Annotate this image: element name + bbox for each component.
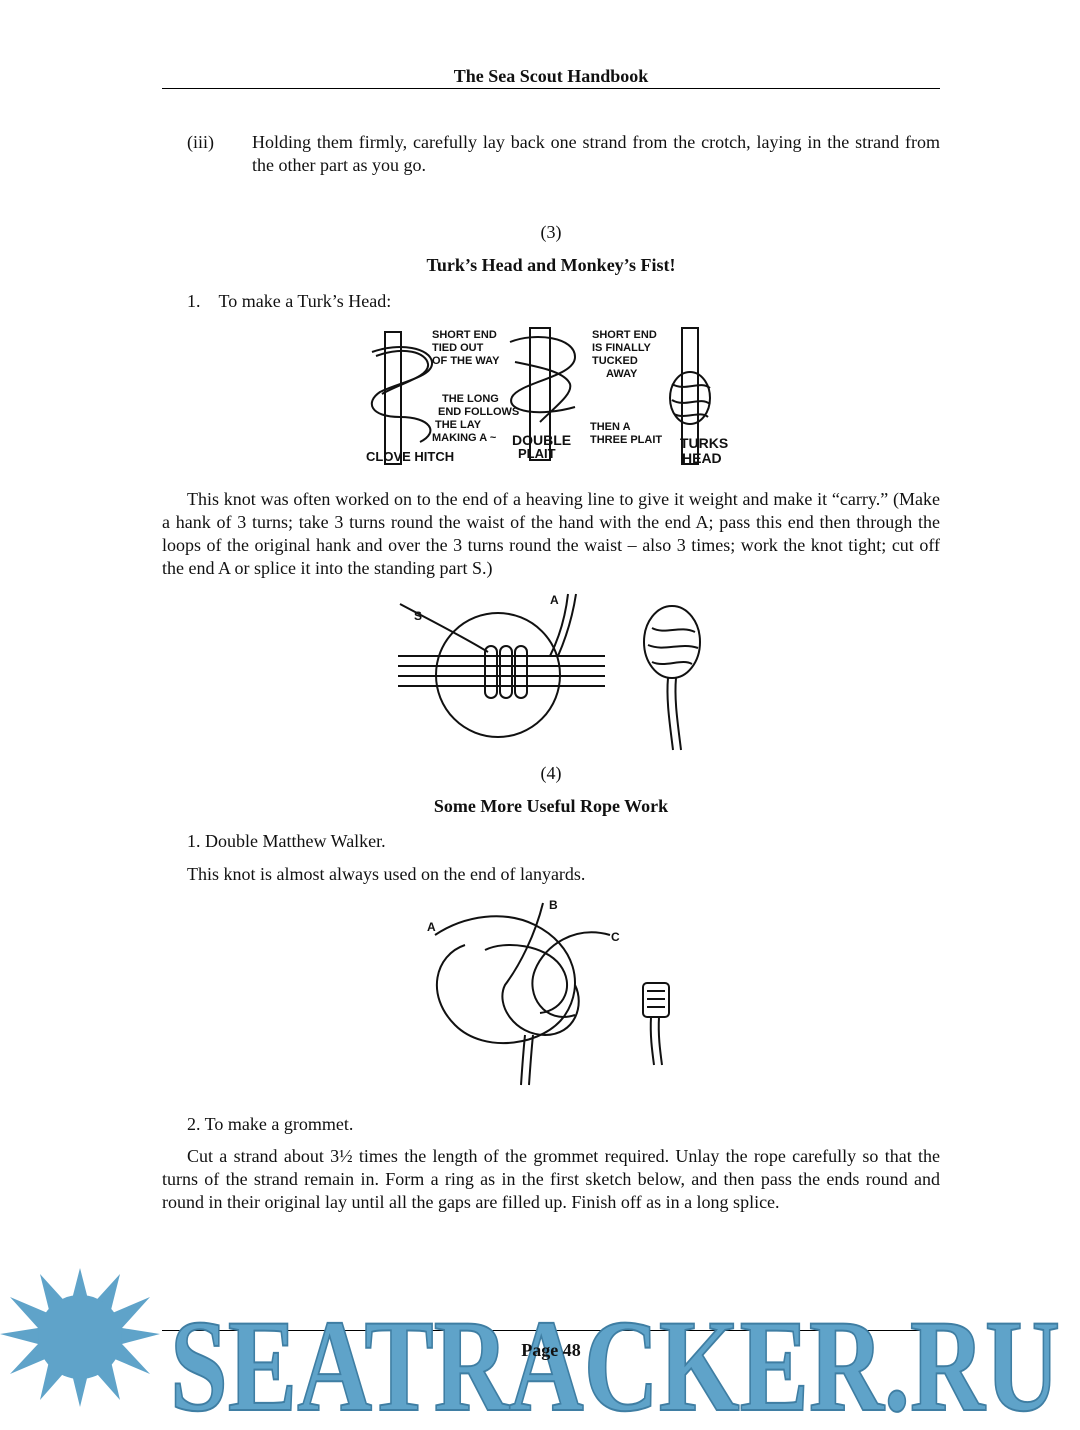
svg-text:MAKING A ~: MAKING A ~ — [432, 432, 497, 444]
watermark-text: SEATRACKER.RU — [170, 1292, 1060, 1425]
label-c: C — [611, 930, 620, 944]
item-description: This knot is almost always used on the end of lanyards. — [187, 864, 586, 884]
page-number: Page 48 — [521, 1340, 581, 1360]
rope-double-plait — [510, 337, 575, 412]
list-marker: (iii) — [187, 132, 214, 152]
monkeys-fist-figure — [390, 590, 720, 762]
section-number: (4) — [540, 763, 562, 783]
turks-head-paragraph: This knot was often worked on to the end of a heaving line to give it weight and make it “carry.” (Make a hank of 3 turns; take 3 turns round the waist of the hand with the end A; pass this end then through the loops of the original hank and over the 3 turns round the waist – also 3 times; work the knot tight; cut off the end A or splice it into the standing part S.) — [162, 489, 940, 578]
svg-text:TUCKED: TUCKED — [592, 355, 638, 367]
svg-text:TIED OUT: TIED OUT — [432, 342, 484, 354]
svg-text:IS FINALLY: IS FINALLY — [592, 342, 651, 354]
rope-end — [667, 678, 681, 750]
label-short-end-tucked: SHORT END — [592, 329, 657, 341]
svg-text:THE LAY: THE LAY — [435, 419, 482, 431]
label-s: S — [414, 609, 423, 623]
label-double-plait: DOUBLE — [512, 432, 572, 448]
rope-standing — [521, 1035, 533, 1085]
grommet-paragraph: Cut a strand about 3½ times the length of the grommet required. Unlay the rope carefully so that the turns of the strand remain in. Form a ring as in the first sketch below, and then pass the ends round and round in their original lay until all the gaps are filled up. Finish off as in a long splice. — [162, 1146, 940, 1212]
label-long-end: THE LONG — [442, 393, 499, 405]
svg-text:AWAY: AWAY — [606, 368, 638, 380]
label-short-end-tied: SHORT END — [432, 329, 497, 341]
label-clove-hitch: CLOVE HITCH — [366, 449, 455, 464]
label-turks-head: TURKS — [680, 435, 729, 451]
hank-turns — [398, 656, 605, 686]
turks-head-figure — [360, 322, 745, 470]
list-item: 1. To make a Turk’s Head: — [187, 291, 392, 311]
list-item: 2. To make a grommet. — [187, 1114, 354, 1134]
section-title: Turk’s Head and Monkey’s Fist! — [426, 255, 676, 275]
label-a: A — [550, 593, 559, 607]
svg-text:THREE PLAIT: THREE PLAIT — [590, 434, 663, 446]
svg-text:PLAIT: PLAIT — [518, 446, 556, 461]
matthew-walker-figure — [425, 895, 685, 1090]
sun-icon — [0, 1268, 160, 1407]
section-number: (3) — [540, 222, 562, 242]
monkeys-fist-knot — [644, 606, 700, 678]
svg-text:HEAD: HEAD — [682, 450, 722, 466]
strand-b — [502, 903, 578, 1035]
label-b: B — [549, 898, 558, 912]
label-three-plait: THEN A — [590, 421, 631, 433]
page-header: The Sea Scout Handbook — [162, 64, 940, 89]
footer-rule — [162, 1330, 940, 1331]
label-a: A — [427, 920, 436, 934]
svg-text:OF THE WAY: OF THE WAY — [432, 355, 500, 367]
section-title: Some More Useful Rope Work — [433, 796, 669, 816]
list-item: 1. Double Matthew Walker. — [187, 831, 386, 851]
strand-a — [435, 916, 575, 1043]
intro-paragraph: Holding them firmly, carefully lay back one strand from the crotch, laying in the strand from the other part as you go. — [252, 132, 940, 175]
svg-text:END FOLLOWS: END FOLLOWS — [438, 406, 520, 418]
